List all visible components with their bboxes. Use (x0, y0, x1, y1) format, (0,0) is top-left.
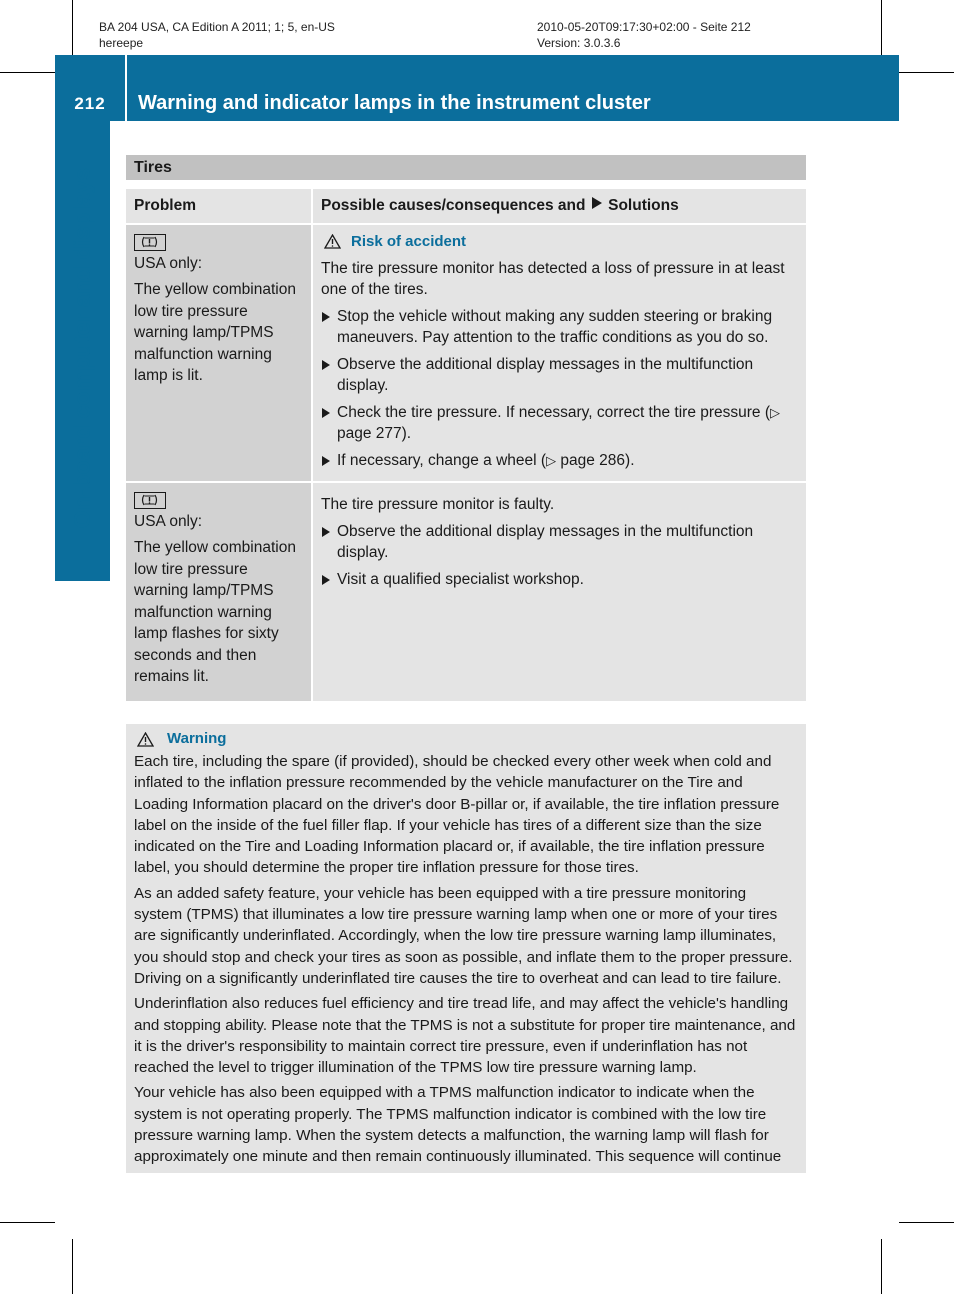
bullet-arrow-icon (322, 408, 330, 418)
column-header-solutions-label-b: Solutions (608, 197, 679, 214)
arrow-right-icon (592, 197, 602, 209)
bullet-arrow-icon (322, 360, 330, 370)
header-divider (125, 55, 127, 121)
warning-triangle-icon (137, 732, 154, 747)
page-reference-link[interactable]: page 277). (337, 425, 412, 442)
page-title: Warning and indicator lamps in the instrument cluster (138, 92, 651, 114)
list-item (321, 521, 798, 564)
column-header-solutions (313, 189, 806, 223)
bullet-arrow-icon (322, 575, 330, 585)
warning-paragraph: As an added safety feature, your vehicle has been equipped with a tire pressure monitoring system (TPMS) that illuminates a low tire pressure warning lamp when one or more of your tires are significantly underinflated. Accordingly, when the low tire pressure warning lamp illuminates, you should stop and check your tires as soon as possible, and inflate them to the proper pressure. Driving on a significantly underinflated tire causes the tire to overheat and can lead to tire failure. (134, 884, 793, 987)
table-row-solutions (313, 225, 806, 481)
column-header-solutions-label: Possible causes/consequences and (321, 197, 586, 214)
crop-mark (72, 1239, 73, 1294)
step-text: Observe the additional display messages in the multifunction display. (337, 522, 754, 561)
step-text: Stop the vehicle without making any sudden steering or braking maneuvers. Pay attention to the traffic conditions as you do so. (337, 307, 773, 346)
page-reference-link[interactable]: page 286). (556, 451, 635, 469)
print-meta-right (537, 19, 751, 51)
meta-timestamp: 2010-05-20T09:17:30+02:00 - Seite 212 (537, 20, 751, 34)
problem-description: The yellow combination low tire pressure warning lamp/TPMS malfunction warning lamp is lit. (134, 281, 296, 384)
warning-heading (134, 727, 798, 751)
list-item (321, 354, 798, 397)
crop-mark (881, 0, 882, 55)
column-header-problem-label: Problem (134, 197, 197, 214)
list-item (321, 569, 798, 591)
crop-mark (881, 1239, 882, 1294)
warning-label: Warning (167, 730, 227, 748)
warning-paragraph: Each tire, including the spare (if provided), should be checked every other week when cold and inflated to the inflation pressure recommended by the vehicle manufacturer on the Tire and Loading Information placard on the driver's door B-pillar or, if available, the tire inflation pressure label on the inside of the fuel filler flap. If your vehicle has tires of a different size than the size indicated on the Tire and Loading Information placard or, if available, the tire inflation pressure label, you should determine the proper tire inflation pressure for those tires. (134, 753, 780, 877)
table-row-problem (126, 483, 311, 701)
warning-paragraph: Your vehicle has also been equipped with a TPMS malfunction indicator to indicate when the system is not operating properly. The TPMS malfunction indicator is combined with the low tire pressure warning lamp. When the system detects a malfunction, the warning lamp will flash for approximately one minute and then remain continuously illuminated. This sequence will continue (134, 1084, 782, 1166)
crop-mark (899, 72, 954, 73)
page-reference-icon: ▷ (546, 452, 557, 468)
table-row-solutions (313, 483, 806, 701)
crop-mark (72, 0, 73, 55)
list-item (321, 306, 798, 349)
column-header-problem (126, 189, 311, 223)
page-reference-icon: ▷ (770, 404, 781, 420)
page-number: 212 (74, 94, 106, 113)
warning-box (126, 724, 806, 1173)
crop-mark (899, 1222, 954, 1223)
cause-text: The tire pressure monitor has detected a loss of pressure in at least one of the tires. (321, 259, 785, 298)
crop-mark (0, 72, 55, 73)
warning-triangle-icon (324, 234, 341, 249)
step-text: Observe the additional display messages in the multifunction display. (337, 355, 754, 394)
problem-scope: USA only: (134, 254, 203, 272)
step-text: Visit a qualified specialist workshop. (337, 570, 584, 588)
table-row-problem (126, 225, 311, 481)
warning-paragraph: Underinflation also reduces fuel efficiency and tire tread life, and may affect the vehicle's handling and stopping ability. Please note that the TPMS is not a substitute for proper tire maintenance, and it is the driver's responsibility to maintain correct tire pressure, even if underinflation has not reached the level to trigger illumination of the TPMS low tire pressure warning lamp. (134, 995, 796, 1077)
meta-edition: BA 204 USA, CA Edition A 2011; 1; 5, en-US (99, 20, 335, 34)
tire-pressure-icon (134, 492, 166, 509)
meta-version: Version: 3.0.3.6 (537, 36, 621, 50)
problem-scope: USA only: (134, 512, 203, 530)
step-text: Check the tire pressure. If necessary, correct the tire pressure ( (337, 403, 771, 421)
bullet-arrow-icon (322, 312, 330, 322)
risk-label: Risk of accident (351, 233, 467, 250)
risk-heading (321, 231, 798, 253)
section-title: Tires (126, 155, 806, 180)
tire-pressure-icon (134, 234, 166, 251)
chapter-tab-label: On-board computer and displays (69, 167, 95, 529)
problem-description: The yellow combination low tire pressure warning lamp/TPMS malfunction warning lamp flashes for sixty seconds and then remains lit. (134, 539, 296, 685)
meta-author: hereepe (99, 36, 144, 50)
cause-text: The tire pressure monitor is faulty. (321, 496, 555, 513)
step-text: If necessary, change a wheel ( (337, 451, 547, 469)
header-band (55, 55, 899, 121)
bullet-arrow-icon (322, 527, 330, 537)
bullet-arrow-icon (322, 456, 330, 466)
list-item (321, 402, 798, 445)
crop-mark (0, 1222, 55, 1223)
list-item (321, 450, 798, 472)
print-meta-left (99, 19, 335, 51)
